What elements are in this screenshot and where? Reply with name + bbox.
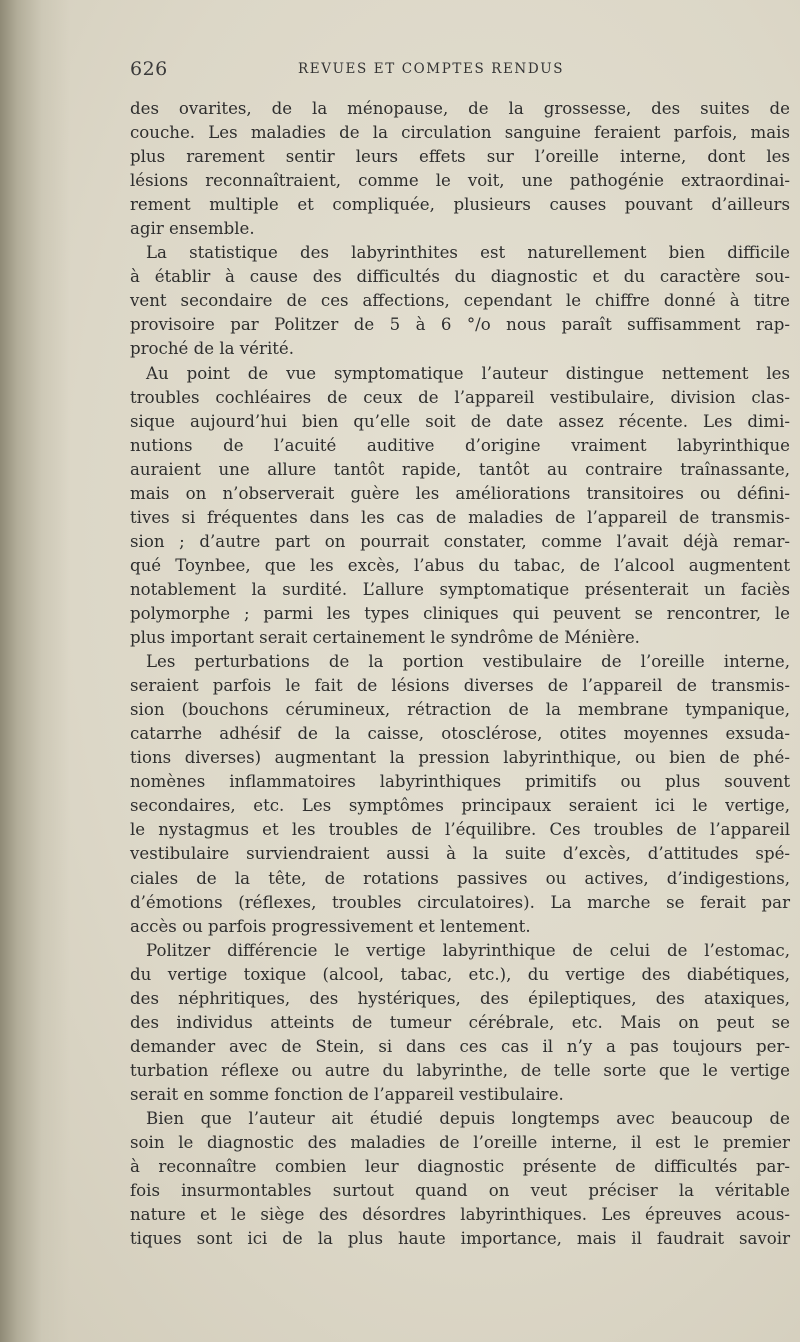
text-line: La statistique des labyrinthites est naturellement bien difficile xyxy=(146,243,790,263)
text-line: tives si fréquentes dans les cas de maladies de l’appareil de transmis- xyxy=(130,507,790,527)
text-line: des ovarites, de la ménopause, de la grossesse, des suites de xyxy=(130,99,790,118)
text-line: catarrhe adhésif de la caisse, otosclérose, otites moyennes exsuda- xyxy=(130,724,790,744)
binding-shadow xyxy=(0,0,70,1342)
text-line: des individus atteints de tumeur cérébrale, etc. Mais on peut se xyxy=(130,1012,790,1032)
text-line: polymorphe ; parmi les types cliniques qui peuvent se rencontrer, le xyxy=(130,603,790,623)
text-line: proché de la vérité. xyxy=(130,339,295,359)
text-line: secondaires, etc. Les symptômes principaux seraient ici le vertige, xyxy=(130,796,790,816)
text-line: à établir à cause des difficultés du diagnostic et du caractère sou- xyxy=(130,267,790,287)
text-line: lésions reconnaîtraient, comme le voit, une pathogénie extraordinai- xyxy=(130,171,790,191)
text-line: nomènes inflammatoires labyrinthiques primitifs ou plus souvent xyxy=(130,772,790,792)
text-line: à reconnaître combien leur diagnostic présente de difficultés par- xyxy=(130,1157,790,1177)
text-line: d’émotions (réflexes, troubles circulatoires). La marche se ferait par xyxy=(130,892,790,912)
text-line: agir ensemble. xyxy=(130,219,255,239)
text-line: vent secondaire de ces affections, cependant le chiffre donné à titre xyxy=(130,291,790,311)
text-line: accès ou parfois progressivement et lentement. xyxy=(130,916,531,936)
text-line: vestibulaire surviendraient aussi à la suite d’excès, d’attitudes spé- xyxy=(130,844,790,864)
text-line: du vertige toxique (alcool, tabac, etc.), du vertige des diabétiques, xyxy=(130,964,790,984)
text-line: des néphritiques, des hystériques, des épileptiques, des ataxiques, xyxy=(130,988,790,1008)
text-line: auraient une allure tantôt rapide, tantôt au contraire traînassante, xyxy=(130,459,790,479)
text-line: troubles cochléaires de ceux de l’appareil vestibulaire, division clas- xyxy=(130,387,790,407)
page-number: 626 xyxy=(130,58,168,80)
text-line: Les perturbations de la portion vestibulaire de l’oreille interne, xyxy=(146,652,790,672)
text-line: sion ; d’autre part on pourrait constater, comme l’avait déjà remar- xyxy=(130,531,790,551)
text-line: plus important serait certainement le syndrôme de Ménière. xyxy=(130,628,640,648)
text-line: ciales de la tête, de rotations passives ou actives, d’indigestions, xyxy=(130,868,790,888)
text-line: nature et le siège des désordres labyrinthiques. Les épreuves acous- xyxy=(130,1205,790,1225)
text-line: nutions de l’acuité auditive d’origine vraiment labyrinthique xyxy=(130,435,790,455)
text-line: seraient parfois le fait de lésions diverses de l’appareil de transmis- xyxy=(130,676,790,696)
text-line: turbation réflexe ou autre du labyrinthe, de telle sorte que le vertige xyxy=(130,1060,790,1080)
text-line: Politzer différencie le vertige labyrinthique de celui de l’estomac, xyxy=(146,940,790,960)
text-line: Bien que l’auteur ait étudié depuis longtemps avec beaucoup de xyxy=(146,1108,790,1128)
text-line: tions diverses) augmentant la pression labyrinthique, ou bien de phé- xyxy=(130,748,790,768)
text-line: notablement la surdité. L’allure symptomatique présenterait un faciès xyxy=(130,579,790,599)
text-line: qué Toynbee, que les excès, l’abus du tabac, de l’alcool augmentent xyxy=(130,555,790,575)
page-header xyxy=(130,58,780,88)
text-line: couche. Les maladies de la circulation sanguine feraient parfois, mais xyxy=(130,123,790,143)
text-line: provisoire par Politzer de 5 à 6 °/o nous paraît suffisamment rap- xyxy=(130,315,790,335)
text-line: mais on n’observerait guère les améliorations transitoires ou défini- xyxy=(130,483,790,503)
text-line: soin le diagnostic des maladies de l’oreille interne, il est le premier xyxy=(130,1133,790,1153)
text-line: sique aujourd’hui bien qu’elle soit de date assez récente. Les dimi- xyxy=(130,411,790,431)
text-line: tiques sont ici de la plus haute importance, mais il faudrait savoir xyxy=(130,1229,790,1249)
text-line: rement multiple et compliquée, plusieurs causes pouvant d’ailleurs xyxy=(130,195,790,215)
running-head: REVUES ET COMPTES RENDUS xyxy=(298,61,565,77)
text-line: serait en somme fonction de l’appareil vestibulaire. xyxy=(130,1084,564,1104)
text-line: Au point de vue symptomatique l’auteur distingue nettement les xyxy=(146,363,790,383)
text-line: sion (bouchons cérumineux, rétraction de la membrane tympanique, xyxy=(130,700,790,720)
text-line: le nystagmus et les troubles de l’équilibre. Ces troubles de l’appareil xyxy=(130,820,790,840)
text-line: plus rarement sentir leurs effets sur l’oreille interne, dont les xyxy=(130,147,790,167)
text-line: demander avec de Stein, si dans ces cas il n’y a pas toujours per- xyxy=(130,1036,790,1056)
body-text xyxy=(130,97,790,1251)
text-line: fois insurmontables surtout quand on veut préciser la véritable xyxy=(130,1181,790,1201)
